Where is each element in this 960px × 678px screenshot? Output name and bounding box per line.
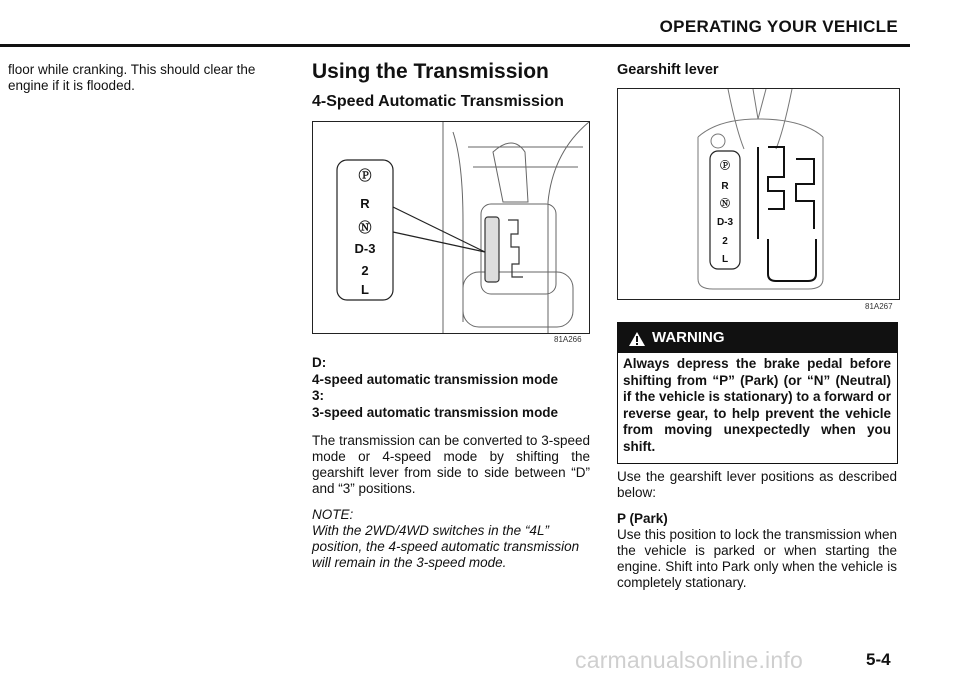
usage-paragraph: Use the gearshift lever positions as described below:	[617, 469, 897, 500]
shift-pos-label: L	[361, 282, 369, 297]
warning-text: Always depress the brake pedal before shifting from “P” (Park) (or “N” (Neutral) if the vehicle is stationary) to a forward or reverse gear, to help prevent the vehicle from moving unexpectedly when you shift.	[623, 356, 891, 454]
warning-box	[617, 322, 898, 464]
gate-pos-label: Ⓝ	[720, 199, 730, 210]
figure-shift-console	[312, 121, 590, 334]
warning-triangle-icon	[628, 331, 646, 347]
shift-console-illustration	[313, 122, 589, 333]
gate-pos-label: D-3	[716, 217, 734, 228]
note-block	[312, 507, 590, 571]
gearshift-gate-illustration	[618, 89, 899, 299]
figure-code: 81A267	[865, 302, 893, 311]
def-desc: 3-speed automatic transmission mode	[312, 404, 559, 420]
shift-pos-label: R	[360, 196, 370, 211]
figure-gearshift-lever	[617, 88, 900, 300]
shift-pos-label: 2	[361, 263, 369, 278]
def-desc: 4-speed automatic transmission mode	[312, 371, 559, 387]
park-paragraph: Use this position to lock the transmission when the vehicle is parked or when starting the engine. Shift into Park only when the vehicle is completely stationary.	[617, 527, 897, 590]
mode-definitions	[312, 355, 592, 421]
park-heading: P (Park)	[617, 511, 668, 526]
gate-pos-label: L	[721, 254, 729, 265]
shift-pos-label: D-3	[354, 241, 376, 256]
gate-pos-label: 2	[722, 236, 728, 247]
note-label: NOTE:	[312, 507, 354, 522]
shift-pos-label: Ⓟ	[358, 168, 372, 183]
note-text: With the 2WD/4WD switches in the “4L” position, the 4-speed automatic transmission will remain in the 3-speed mode.	[312, 523, 580, 570]
gate-pos-label: Ⓟ	[720, 161, 730, 172]
figure-code: 81A266	[554, 335, 582, 344]
continued-paragraph: floor while cranking. This should clear the engine if it is flooded.	[8, 62, 256, 93]
section-subtitle: 4-Speed Automatic Transmission	[312, 93, 564, 110]
section-title: Using the Transmission	[312, 60, 549, 83]
gate-pos-label: R	[721, 181, 729, 192]
header-rule	[0, 44, 910, 47]
def-term: 3:	[312, 388, 325, 403]
shift-pos-label: Ⓝ	[358, 220, 372, 235]
warning-header	[618, 323, 897, 353]
page-number: 5-4	[866, 650, 891, 669]
warning-label: WARNING	[652, 329, 725, 346]
page-header-title: OPERATING YOUR VEHICLE	[659, 17, 898, 36]
conversion-paragraph: The transmission can be converted to 3-speed mode or 4-speed mode by shifting the gearshift lever from side to side between “D” and “3” positions.	[312, 433, 590, 496]
gearshift-heading: Gearshift lever	[617, 62, 719, 78]
def-term: D:	[312, 355, 327, 370]
watermark: carmanualsonline.info	[575, 647, 803, 673]
